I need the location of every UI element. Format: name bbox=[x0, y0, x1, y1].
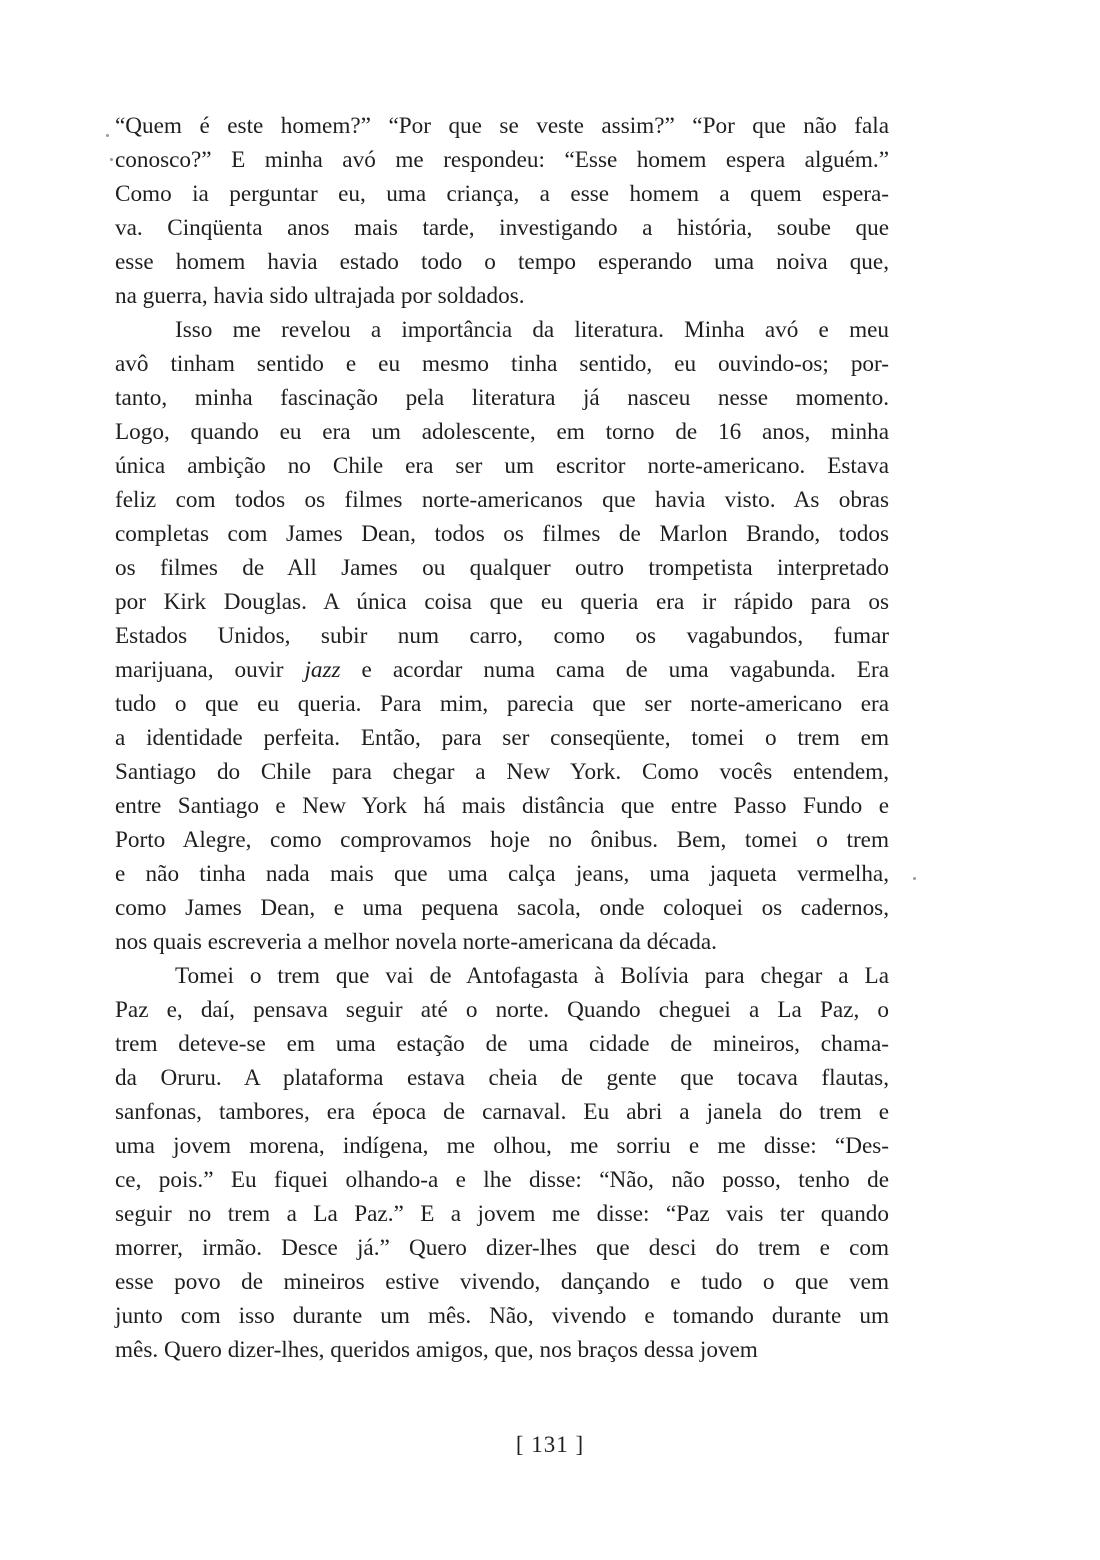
text-line: va. Cinqüenta anos mais tarde, investigando a história, soube que bbox=[115, 215, 889, 241]
text-line: Santiago do Chile para chegar a New York. Como vocês entendem, bbox=[115, 759, 889, 785]
scan-speck bbox=[110, 158, 113, 161]
paragraph bbox=[115, 959, 889, 1367]
text-line: Tomei o trem que vai de Antofagasta à Bolívia para chegar a La bbox=[175, 963, 889, 989]
text-line: Isso me revelou a importância da literatura. Minha avó e meu bbox=[175, 317, 889, 343]
paragraph bbox=[115, 109, 889, 313]
scan-speck bbox=[106, 134, 109, 137]
scan-speck bbox=[913, 877, 916, 880]
text-line: esse povo de mineiros estive vivendo, dançando e tudo o que vem bbox=[115, 1269, 889, 1295]
text-line: conosco?” E minha avó me respondeu: “Esse homem espera alguém.” bbox=[115, 147, 889, 173]
text-line: mês. Quero dizer-lhes, queridos amigos, que, nos braços dessa jovem bbox=[115, 1337, 758, 1363]
text-line: os filmes de All James ou qualquer outro trompetista interpretado bbox=[115, 555, 889, 581]
text-line: completas com James Dean, todos os filmes de Marlon Brando, todos bbox=[115, 521, 889, 547]
text-line: Como ia perguntar eu, uma criança, a esse homem a quem espera- bbox=[115, 181, 889, 207]
text-line: única ambição no Chile era ser um escritor norte-americano. Estava bbox=[115, 453, 889, 479]
text-line: nos quais escreveria a melhor novela norte-americana da década. bbox=[115, 929, 717, 955]
text-line: Paz e, daí, pensava seguir até o norte. Quando cheguei a La Paz, o bbox=[115, 997, 889, 1023]
paragraph bbox=[115, 313, 889, 959]
text-line: Porto Alegre, como comprovamos hoje no ônibus. Bem, tomei o trem bbox=[115, 827, 889, 853]
text-line: sanfonas, tambores, era época de carnaval. Eu abri a janela do trem e bbox=[115, 1099, 889, 1125]
text-line: seguir no trem a La Paz.” E a jovem me disse: “Paz vais ter quando bbox=[115, 1201, 889, 1227]
text-line: na guerra, havia sido ultrajada por soldados. bbox=[115, 283, 525, 309]
text-line: tanto, minha fascinação pela literatura já nasceu nesse momento. bbox=[115, 385, 889, 411]
text-line: Estados Unidos, subir num carro, como os vagabundos, fumar bbox=[115, 623, 889, 649]
text-line: junto com isso durante um mês. Não, vivendo e tomando durante um bbox=[115, 1303, 889, 1329]
text-line: trem deteve-se em uma estação de uma cidade de mineiros, chama- bbox=[115, 1031, 889, 1057]
page-number: [ 131 ] bbox=[515, 1432, 585, 1457]
text-line: marijuana, ouvir jazz e acordar numa cama de uma vagabunda. Era bbox=[115, 657, 889, 683]
text-line: por Kirk Douglas. A única coisa que eu queria era ir rápido para os bbox=[115, 589, 889, 615]
text-line: entre Santiago e New York há mais distância que entre Passo Fundo e bbox=[115, 793, 889, 819]
text-line: ce, pois.” Eu fiquei olhando-a e lhe disse: “Não, não posso, tenho de bbox=[115, 1167, 889, 1193]
italic-word: jazz bbox=[304, 657, 341, 683]
text-line: esse homem havia estado todo o tempo esperando uma noiva que, bbox=[115, 249, 889, 275]
text-line: morrer, irmão. Desce já.” Quero dizer-lhes que desci do trem e com bbox=[115, 1235, 889, 1261]
text-line: Logo, quando eu era um adolescente, em torno de 16 anos, minha bbox=[115, 419, 889, 445]
text-line: tudo o que eu queria. Para mim, parecia que ser norte-americano era bbox=[115, 691, 889, 717]
body-text bbox=[115, 109, 889, 1367]
text-line: da Oruru. A plataforma estava cheia de gente que tocava flautas, bbox=[115, 1065, 889, 1091]
text-line: avô tinham sentido e eu mesmo tinha sentido, eu ouvindo-os; por- bbox=[115, 351, 889, 377]
text-line: “Quem é este homem?” “Por que se veste assim?” “Por que não fala bbox=[115, 113, 889, 139]
text-line: como James Dean, e uma pequena sacola, onde coloquei os cadernos, bbox=[115, 895, 889, 921]
text-line: a identidade perfeita. Então, para ser conseqüente, tomei o trem em bbox=[115, 725, 889, 751]
text-line: e não tinha nada mais que uma calça jeans, uma jaqueta vermelha, bbox=[115, 861, 889, 887]
text-line: feliz com todos os filmes norte-americanos que havia visto. As obras bbox=[115, 487, 889, 513]
text-line: uma jovem morena, indígena, me olhou, me sorriu e me disse: “Des- bbox=[115, 1133, 889, 1159]
